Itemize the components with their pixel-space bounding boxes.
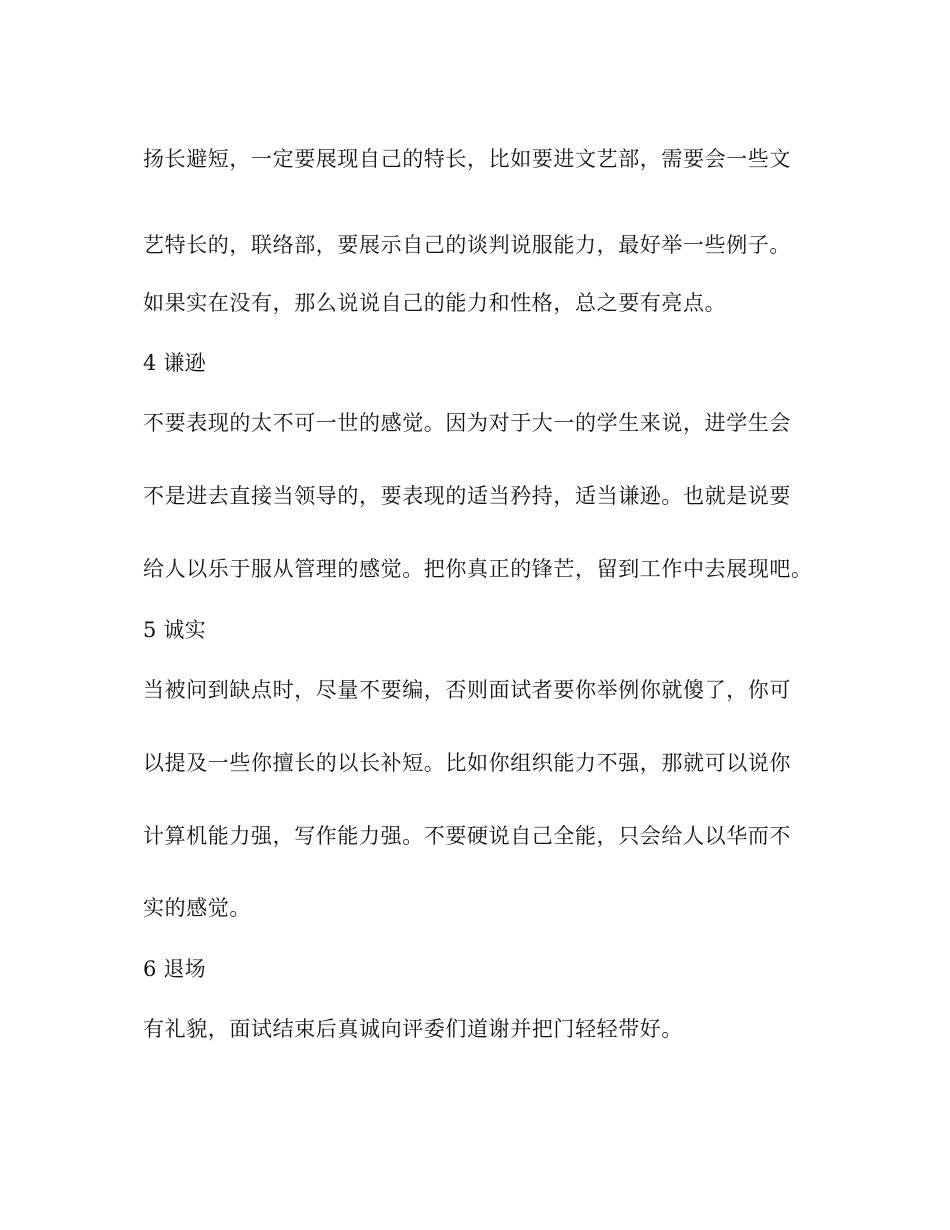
- paragraph-line: 不是进去直接当领导的，要表现的适当矜持，适当谦逊。也就是说要: [143, 484, 791, 508]
- section-heading-humility: 4 谦逊: [143, 351, 206, 375]
- paragraph-line: 给人以乐于服从管理的感觉。把你真正的锋芒，留到工作中去展现吧。: [143, 557, 813, 581]
- section-heading-honesty: 5 诚实: [143, 618, 206, 642]
- section-heading-exit: 6 退场: [143, 957, 206, 981]
- paragraph-line: 有礼貌，面试结束后真诚向评委们道谢并把门轻轻带好。: [143, 1017, 683, 1041]
- paragraph-line: 计算机能力强，写作能力强。不要硬说自己全能，只会给人以华而不: [143, 824, 791, 848]
- paragraph-line: 以提及一些你擅长的以长补短。比如你组织能力不强，那就可以说你: [143, 751, 791, 775]
- paragraph-line: 实的感觉。: [143, 896, 251, 920]
- paragraph-line: 艺特长的，联络部，要展示自己的谈判说服能力，最好举一些例子。: [143, 233, 791, 257]
- paragraph-line: 不要表现的太不可一世的感觉。因为对于大一的学生来说，进学生会: [143, 411, 791, 435]
- paragraph-line: 扬长避短，一定要展现自己的特长，比如要进文艺部，需要会一些文: [143, 147, 791, 171]
- paragraph-line: 如果实在没有，那么说说自己的能力和性格，总之要有亮点。: [143, 291, 727, 315]
- paragraph-line: 当被问到缺点时，尽量不要编，否则面试者要你举例你就傻了，你可: [143, 678, 791, 702]
